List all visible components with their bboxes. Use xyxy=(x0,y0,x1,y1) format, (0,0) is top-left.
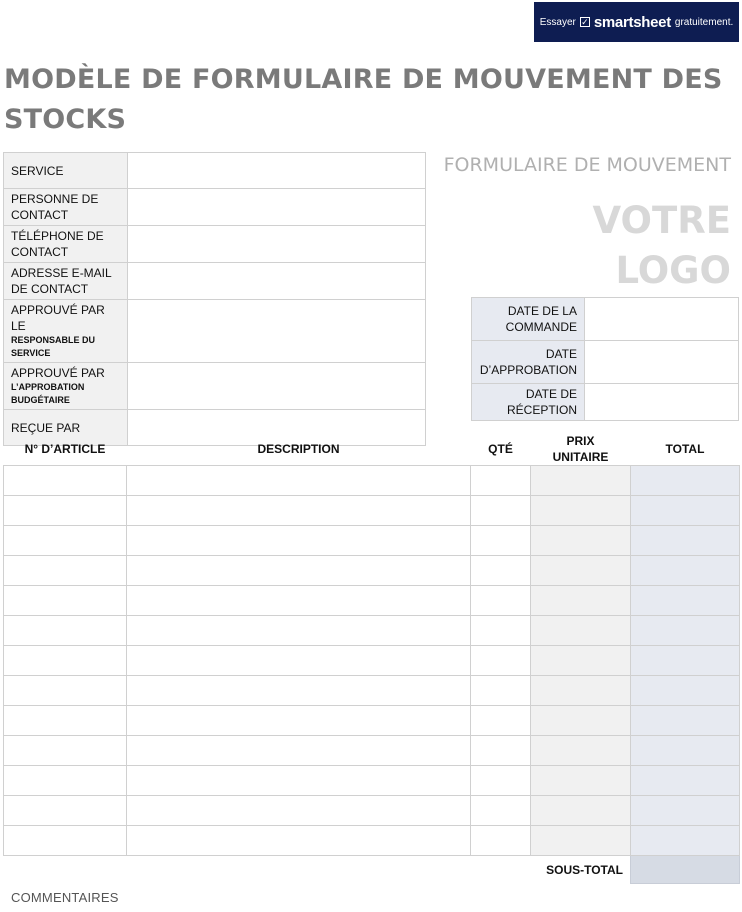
date-label: DATE DE RÉCEPTION xyxy=(472,384,585,421)
total-cell[interactable] xyxy=(631,556,740,586)
quantity-cell[interactable] xyxy=(471,826,531,856)
table-row xyxy=(4,586,740,616)
unit-price-cell[interactable] xyxy=(531,676,631,706)
quantity-cell[interactable] xyxy=(471,676,531,706)
info-label-text: APPROUVÉ PAR xyxy=(11,366,105,380)
unit-price-cell[interactable] xyxy=(531,706,631,736)
header-unit-price-text: PRIX UNITAIRE xyxy=(552,433,609,464)
subtotal-label: SOUS-TOTAL xyxy=(546,862,623,877)
unit-price-cell[interactable] xyxy=(531,826,631,856)
header-quantity: QTÉ xyxy=(488,441,513,456)
unit-price-cell[interactable] xyxy=(531,796,631,826)
date-input-cell[interactable] xyxy=(585,298,739,341)
subtotal-value-cell[interactable] xyxy=(631,856,740,884)
total-cell[interactable] xyxy=(631,646,740,676)
description-cell[interactable] xyxy=(127,706,471,736)
info-label-text: APPROUVÉ PAR LE xyxy=(11,303,105,333)
page-title: MODÈLE DE FORMULAIRE DE MOUVEMENT DES STOCKS xyxy=(4,64,723,135)
table-row xyxy=(4,706,740,736)
info-input-cell[interactable] xyxy=(128,226,426,263)
header-item-number: N° D’ARTICLE xyxy=(24,441,106,456)
total-cell[interactable] xyxy=(631,706,740,736)
logo-line-1: VOTRE xyxy=(592,199,731,242)
quantity-cell[interactable] xyxy=(471,766,531,796)
info-label-subtext: L’APPROBATION BUDGÉTAIRE xyxy=(11,382,85,405)
quantity-cell[interactable] xyxy=(471,796,531,826)
description-cell[interactable] xyxy=(127,766,471,796)
table-row xyxy=(4,676,740,706)
smartsheet-logo: smartsheet xyxy=(593,13,671,31)
item-number-cell[interactable] xyxy=(4,526,127,556)
total-cell[interactable] xyxy=(631,466,740,496)
quantity-cell[interactable] xyxy=(471,466,531,496)
description-cell[interactable] xyxy=(127,646,471,676)
table-row xyxy=(4,496,740,526)
banner-suffix: gratuitement. xyxy=(674,16,734,28)
items-header-row xyxy=(4,432,740,466)
info-label xyxy=(4,153,128,189)
unit-price-cell[interactable] xyxy=(531,526,631,556)
total-cell[interactable] xyxy=(631,586,740,616)
info-label-text: PERSONNE DE CONTACT xyxy=(11,192,99,222)
table-row xyxy=(4,466,740,496)
info-input-cell[interactable] xyxy=(128,300,426,363)
dates-table xyxy=(471,297,739,421)
item-number-cell[interactable] xyxy=(4,466,127,496)
description-cell[interactable] xyxy=(127,466,471,496)
date-input-cell[interactable] xyxy=(585,341,739,384)
header-description: DESCRIPTION xyxy=(257,441,340,456)
info-row xyxy=(4,363,426,410)
info-input-cell[interactable] xyxy=(128,363,426,410)
checkmark-icon: ✓ xyxy=(581,16,589,27)
info-table xyxy=(3,152,426,446)
date-input-cell[interactable] xyxy=(585,384,739,421)
date-row xyxy=(472,298,739,341)
total-cell[interactable] xyxy=(631,736,740,766)
quantity-cell[interactable] xyxy=(471,526,531,556)
subtotal-row xyxy=(4,856,740,884)
item-number-cell[interactable] xyxy=(4,646,127,676)
table-row xyxy=(4,646,740,676)
info-row xyxy=(4,263,426,300)
unit-price-cell[interactable] xyxy=(531,736,631,766)
unit-price-cell[interactable] xyxy=(531,616,631,646)
date-label: DATE D’APPROBATION xyxy=(472,341,585,384)
form-label: FORMULAIRE DE MOUVEMENT xyxy=(443,154,731,176)
table-row xyxy=(4,556,740,586)
date-label: DATE DE LA COMMANDE xyxy=(472,298,585,341)
table-row xyxy=(4,526,740,556)
info-row xyxy=(4,226,426,263)
unit-price-cell[interactable] xyxy=(531,556,631,586)
info-label-text: TÉLÉPHONE DE CONTACT xyxy=(11,229,104,259)
item-number-cell[interactable] xyxy=(4,826,127,856)
total-cell[interactable] xyxy=(631,796,740,826)
info-label xyxy=(4,226,128,263)
total-cell[interactable] xyxy=(631,496,740,526)
info-row xyxy=(4,300,426,363)
quantity-cell[interactable] xyxy=(471,646,531,676)
total-cell[interactable] xyxy=(631,766,740,796)
header-unit-price xyxy=(531,432,631,466)
total-cell[interactable] xyxy=(631,826,740,856)
info-row xyxy=(4,189,426,226)
date-row xyxy=(472,384,739,421)
info-label xyxy=(4,263,128,300)
quantity-cell[interactable] xyxy=(471,586,531,616)
header-total: TOTAL xyxy=(665,441,705,456)
item-number-cell[interactable] xyxy=(4,496,127,526)
item-number-cell[interactable] xyxy=(4,556,127,586)
unit-price-cell[interactable] xyxy=(531,496,631,526)
item-number-cell[interactable] xyxy=(4,616,127,646)
description-cell[interactable] xyxy=(127,586,471,616)
unit-price-cell[interactable] xyxy=(531,466,631,496)
banner-prefix: Essayer xyxy=(539,16,576,28)
quantity-cell[interactable] xyxy=(471,736,531,766)
total-cell[interactable] xyxy=(631,676,740,706)
info-label xyxy=(4,363,128,410)
info-label xyxy=(4,300,128,363)
date-row xyxy=(472,341,739,384)
table-row xyxy=(4,766,740,796)
total-cell[interactable] xyxy=(631,526,740,556)
logo-line-2: LOGO xyxy=(615,249,731,292)
info-label-text: SERVICE xyxy=(11,163,64,178)
quantity-cell[interactable] xyxy=(471,616,531,646)
unit-price-cell[interactable] xyxy=(531,586,631,616)
item-number-cell[interactable] xyxy=(4,736,127,766)
table-row xyxy=(4,616,740,646)
table-row xyxy=(4,826,740,856)
logo-placeholder xyxy=(540,196,731,296)
unit-price-cell[interactable] xyxy=(531,766,631,796)
item-number-cell[interactable] xyxy=(4,586,127,616)
item-number-cell[interactable] xyxy=(4,676,127,706)
items-table xyxy=(3,432,740,884)
info-input-cell[interactable] xyxy=(128,153,426,189)
item-number-cell[interactable] xyxy=(4,796,127,826)
description-cell[interactable] xyxy=(127,676,471,706)
quantity-cell[interactable] xyxy=(471,496,531,526)
unit-price-cell[interactable] xyxy=(531,646,631,676)
total-cell[interactable] xyxy=(631,616,740,646)
quantity-cell[interactable] xyxy=(471,556,531,586)
comments-label: COMMENTAIRES xyxy=(11,890,119,905)
smartsheet-trial-banner[interactable] xyxy=(534,2,739,42)
info-label-text: REÇUE PAR xyxy=(11,420,81,435)
quantity-cell[interactable] xyxy=(471,706,531,736)
item-number-cell[interactable] xyxy=(4,766,127,796)
info-label-subtext: RESPONSABLE DU SERVICE xyxy=(11,335,96,358)
description-cell[interactable] xyxy=(127,526,471,556)
description-cell[interactable] xyxy=(127,496,471,526)
item-number-cell[interactable] xyxy=(4,706,127,736)
info-label-text: ADRESSE E-MAIL DE CONTACT xyxy=(11,266,112,296)
description-cell[interactable] xyxy=(127,616,471,646)
info-label xyxy=(4,189,128,226)
table-row xyxy=(4,796,740,826)
info-input-cell[interactable] xyxy=(128,263,426,300)
table-row xyxy=(4,736,740,766)
description-cell[interactable] xyxy=(127,796,471,826)
description-cell[interactable] xyxy=(127,736,471,766)
description-cell[interactable] xyxy=(127,826,471,856)
description-cell[interactable] xyxy=(127,556,471,586)
info-row xyxy=(4,153,426,189)
info-input-cell[interactable] xyxy=(128,189,426,226)
